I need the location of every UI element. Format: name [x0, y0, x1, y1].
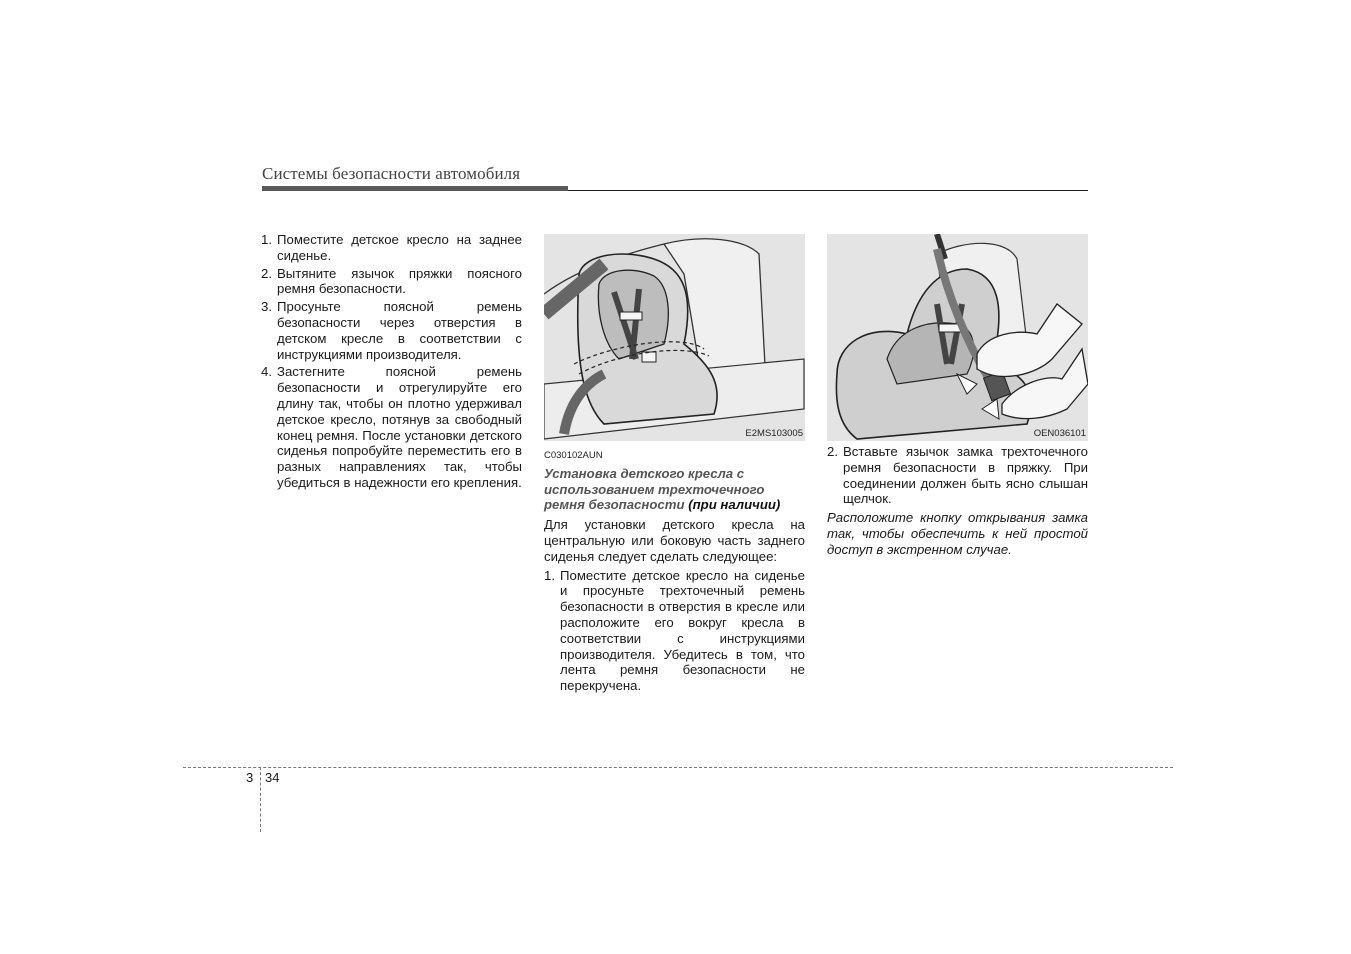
footer-dashed-divider: [260, 767, 261, 832]
column-left: [261, 232, 522, 493]
figure-code: OEN036101: [1033, 428, 1086, 439]
list-item: 2. Вставьте язычок замка трехточечного ремня безопасности в пряжку. При соединении должен быть ясно слышан щелчок.: [827, 444, 1088, 507]
section-code: C030102AUN: [544, 450, 603, 461]
figure-lap-belt-child-seat: [544, 234, 805, 441]
instruction-list-lap-belt: [261, 232, 522, 491]
section-paragraph: Для установки детского кресла на центральную или боковую часть заднего сиденья следует сделать следующее:: [544, 517, 805, 564]
section-heading: Установка детского кресла с использованием трехточечного ремня безопасности (при наличии): [544, 465, 781, 513]
header-accent-bar: [262, 186, 568, 191]
list-item: 4. Застегните поясной ремень безопасности и отрегулируйте его длину так, чтобы он плотно удерживал детское кресло, потянув за свободный конец ремня. После установки детского сиденья попробуйте переместить его в разных направлениях так, чтобы убедиться в надежности его крепления.: [261, 364, 522, 490]
page-number: 34: [265, 770, 280, 785]
child-seat-lap-belt-illustration-icon: [544, 234, 805, 441]
instruction-list-three-point: [544, 568, 805, 694]
instruction-list-buckle: [827, 444, 1088, 507]
column-right: [827, 444, 1088, 558]
column-middle: [544, 448, 805, 696]
child-seat-three-point-belt-buckle-illustration-icon: [827, 234, 1088, 441]
list-item: 2. Вытяните язычок пряжки поясного ремня безопасности.: [261, 265, 522, 297]
list-item: 3. Просуньте поясной ремень безопасности через отверстия в детском кресле в соответствии с инструкциями производителя.: [261, 299, 522, 362]
chapter-number: 3: [246, 770, 254, 785]
header-rule: [568, 190, 1088, 191]
figure-three-point-belt-buckle: [827, 234, 1088, 441]
figure-code: E2MS103005: [745, 428, 803, 439]
footer-dashed-rule: [183, 767, 1173, 768]
list-item: 1. Поместите детское кресло на заднее сиденье.: [261, 232, 522, 263]
page-header-title: Системы безопасности автомобиля: [262, 164, 521, 183]
list-item: 1. Поместите детское кресло на сиденье и просуньте трехточечный ремень безопасности в отверстия в кресле или расположите его вокруг кресла в соответствии с инструкциями производителя. Убедитесь в том, что лента ремня безопасности не перекручена.: [544, 567, 805, 694]
buckle-note: Расположите кнопку открывания замка так, чтобы обеспечить к ней простой доступ в экстренном случае.: [827, 510, 1088, 557]
